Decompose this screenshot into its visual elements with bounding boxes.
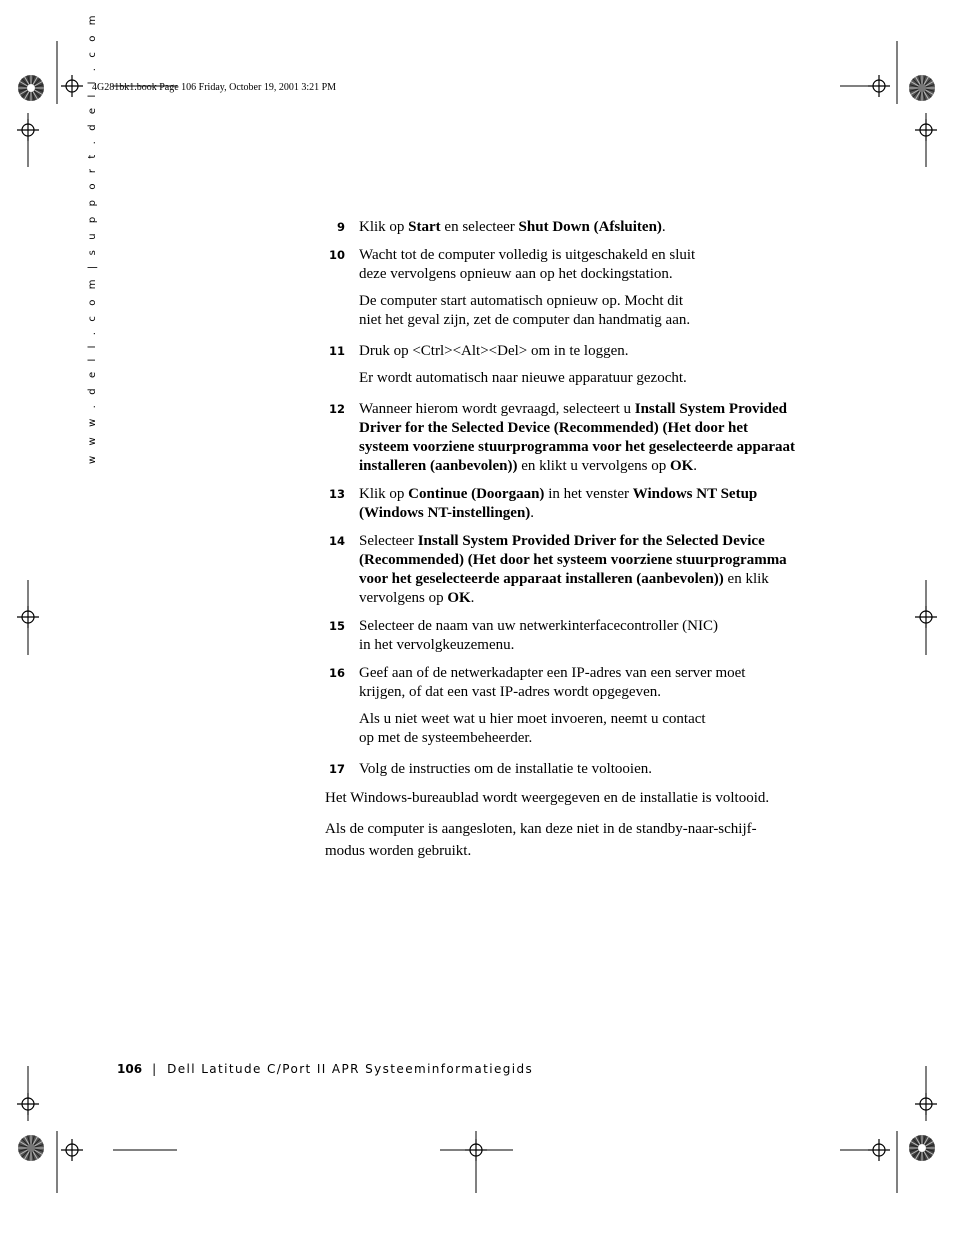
text-run: . — [470, 590, 475, 606]
text-run: Wanneer hierom wordt gevraagd, selecteert u — [359, 401, 635, 417]
text-run: Selecteer de naam van uw netwerkinterfacecontroller (NIC) in het vervolgkeuzemenu. — [359, 618, 718, 653]
step-item — [325, 664, 825, 748]
ui-term: Windows NT Setup (Windows NT-instellingen) — [359, 486, 758, 521]
text-run: Volg de instructies om de installatie te voltooien. — [359, 761, 653, 777]
text-run: . — [530, 505, 535, 521]
step-number: 11 — [328, 344, 345, 358]
step-number: 14 — [328, 534, 345, 548]
text-run: Klik op — [359, 486, 409, 502]
step-text — [359, 617, 825, 655]
step-item — [325, 400, 825, 476]
step-item — [325, 246, 825, 330]
step-text — [359, 760, 825, 779]
page-footer — [117, 1062, 533, 1076]
step-item — [325, 532, 825, 608]
step-text — [359, 400, 825, 476]
text-run: en klik vervolgens op — [359, 571, 769, 606]
instructions-body — [325, 218, 825, 862]
step-item — [325, 760, 825, 779]
text-run: Klik op — [359, 219, 409, 235]
step-text — [359, 292, 825, 330]
body-paragraph: Het Windows-bureaublad wordt weergegeven en de installatie is voltooid. — [325, 790, 770, 806]
step-number: 13 — [328, 487, 345, 501]
step-number: 12 — [328, 402, 345, 416]
step-number: 16 — [328, 666, 345, 680]
ui-term: Install System Provided Driver for the Selected Device (Recommended) (Het door het systeem voorziene stuurprogramma voor het geselecteerde apparaat installeren (aanbevolen)) — [359, 533, 787, 587]
text-run: Selecteer — [359, 533, 418, 549]
step-text — [359, 485, 825, 523]
text-run: Er wordt automatisch naar nieuwe apparatuur gezocht. — [359, 370, 687, 386]
step-item — [325, 617, 825, 655]
text-run: Wacht tot de computer volledig is uitgeschakeld en sluit deze vervolgens opnieuw aan op het dockingstation. — [359, 247, 696, 282]
document-title: Dell Latitude C/Port II APR Systeeminformatiegids — [167, 1062, 534, 1076]
ui-term: OK — [447, 590, 471, 606]
step-text — [359, 218, 825, 237]
print-slug: 4G281bk1.book Page 106 Friday, October 19, 2001 3:21 PM — [92, 82, 337, 93]
text-run: Als u niet weet wat u hier moet invoeren, neemt u contact op met de systeembeheerder. — [359, 711, 706, 746]
text-run: . — [693, 458, 698, 474]
ui-term: Continue (Doorgaan) — [408, 486, 545, 502]
ui-term: OK — [669, 458, 694, 474]
step-text — [359, 369, 825, 388]
text-run: Geef aan of de netwerkadapter een IP-adres van een server moet krijgen, of dat een vast IP-adres wordt opgegeven. — [359, 665, 746, 700]
step-item — [325, 342, 825, 388]
text-run: en selecteer — [440, 219, 519, 235]
step-text — [359, 710, 825, 748]
ui-term: Install System Provided Driver for the Selected Device (Recommended) (Het door het systeem voorziene stuurprogramma voor het geselecteerde apparaat installeren (aanbevolen)) — [359, 401, 795, 474]
text-run: in het venster — [544, 486, 633, 502]
body-paragraph: Als de computer is aangesloten, kan deze niet in de standby-naar-schijf- modus worden gebruikt. — [325, 821, 757, 859]
ui-term: Shut Down (Afsluiten) — [518, 219, 662, 235]
page-number: 106 — [117, 1062, 143, 1076]
step-number: 10 — [328, 248, 345, 262]
step-number: 15 — [328, 619, 345, 633]
step-text — [359, 342, 825, 361]
step-list — [325, 218, 825, 779]
footer-separator: | — [152, 1062, 157, 1076]
text-run: en klikt u vervolgens op — [517, 458, 670, 474]
sidebar-url: w w w . d e l l . c o m | s u p p o r t . d e l l . c o m — [87, 11, 98, 464]
text-run: . — [661, 219, 666, 235]
step-number: 17 — [328, 762, 345, 776]
step-item — [325, 485, 825, 523]
step-text — [359, 246, 825, 284]
step-text — [359, 664, 825, 702]
text-run: Druk op <Ctrl><Alt><Del> om in te loggen. — [359, 343, 629, 359]
step-item — [325, 218, 825, 237]
step-number: 9 — [336, 220, 345, 234]
text-run: De computer start automatisch opnieuw op. Mocht dit niet het geval zijn, zet de computer dan handmatig aan. — [359, 293, 691, 328]
step-text — [359, 532, 825, 608]
ui-term: Start — [408, 219, 441, 235]
